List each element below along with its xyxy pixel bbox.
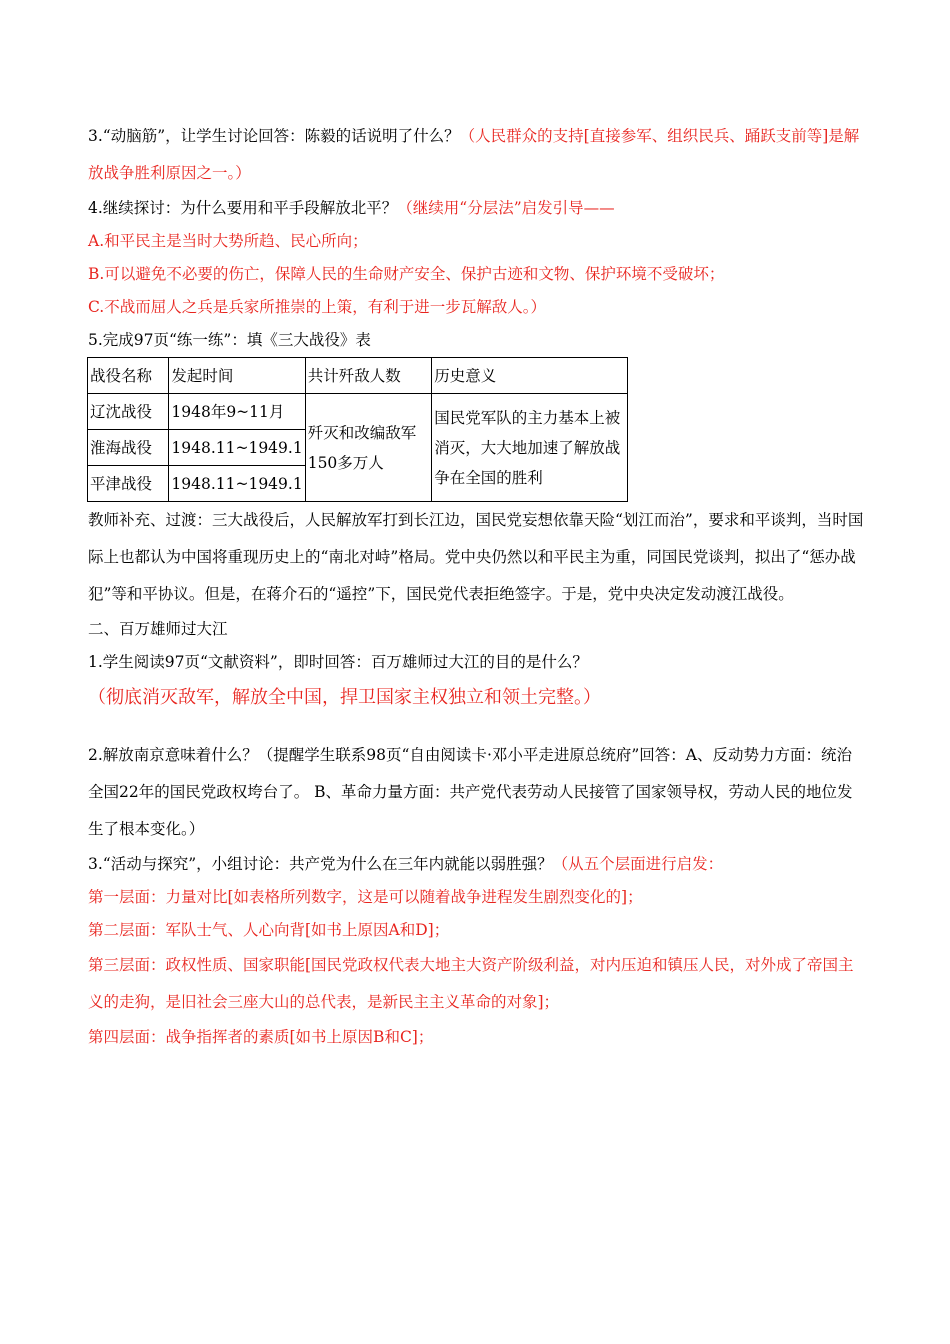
answer-text: （从五个层面进行启发： [552,855,724,873]
question-5-paragraph: 5.完成97页“练一练”：填《三大战役》表 [88,331,371,349]
table-header-row [88,358,628,394]
document-page [88,118,866,1054]
answer-text: （继续用“分层法”启发引导—— [397,199,615,217]
table-header-cell: 战役名称 [88,358,169,394]
question-3-paragraph [88,118,866,192]
battle-time-cell: 1948.11~1949.1 [169,466,305,502]
table-header-cell: 共计歼敌人数 [305,358,432,394]
battle-name-cell: 平津战役 [88,466,169,502]
section-2-heading: 二、百万雄师过大江 [88,620,228,638]
battle-name-cell: 辽沈战役 [88,394,169,430]
battle-name-cell: 淮海战役 [88,430,169,466]
level-4-line: 第四层面：战争指挥者的素质[如书上原因B和C]； [88,1028,434,1046]
level-3-line: 第三层面：政权性质、国家职能[国民党政权代表大地主大资产阶级利益，对内压迫和镇压人民，对外成了帝国主义的走狗，是旧社会三座大山的总代表，是新民主主义革命的对象]； [88,956,854,1011]
question-4-paragraph [88,192,866,225]
answer-text: （人民群众的支持[直接参军、组织民兵、踊跃支前等]是解放战争胜利原因之一。） [88,127,860,182]
table-header-cell: 发起时间 [169,358,305,394]
total-enemy-cell: 歼灭和改编敌军150多万人 [305,394,432,502]
section-2-question-3 [88,848,866,881]
level-1-line: 第一层面：力量对比[如表格所列数字，这是可以随着战争进程发生剧烈变化的]； [88,888,643,906]
question-text: 3.“动脑筋”，让学生讨论回答：陈毅的话说明了什么？ [88,127,460,145]
teacher-transition-paragraph: 教师补充、过渡：三大战役后，人民解放军打到长江边，国民党妄想依靠天险“划江而治”，要求和平谈判，当时国际上也都认为中国将重现历史上的“南北对峙”格局。党中央仍然以和平民主为重，同国民党谈判，拟出了“惩办战犯”等和平协议。但是，在蒋介石的“遥控”下，国民党代表拒绝签字。于是，党中央决定发动渡江战役。 [88,511,864,603]
answer-line-b: B.可以避免不必要的伤亡，保障人民的生命财产安全、保护古迹和文物、保护环境不受破坏； [88,265,725,283]
three-battles-table [87,357,628,502]
battle-time-cell: 1948年9~11月 [169,394,305,430]
answer-line-a: A.和平民主是当时大势所趋、民心所向； [88,232,368,250]
table-row [88,394,628,430]
table-header-cell: 历史意义 [432,358,628,394]
significance-cell: 国民党军队的主力基本上被消灭，大大地加速了解放战争在全国的胜利 [432,394,628,502]
question-text: 3.“活动与探究”，小组讨论：共产党为什么在三年内就能以弱胜强？ [88,855,553,873]
answer-line-c: C.不战而屈人之兵是兵家所推崇的上策，有利于进一步瓦解敌人。） [88,298,546,316]
section-2-question-2: 2.解放南京意味着什么？（提醒学生联系98页“自由阅读卡·邓小平走进原总统府”回答：A、反动势力方面：统治全国22年的国民党政权垮台了。 B、革命力量方面：共产党代表劳动人民接管了国家领导权，劳动人民的地位发生了根本变化。） [88,746,853,838]
battle-time-cell: 1948.11~1949.1 [169,430,305,466]
question-text: 4.继续探讨：为什么要用和平手段解放北平？ [88,199,398,217]
answer-big-text: （彻底消灭敌军，解放全中国，捍卫国家主权独立和领土完整。） [88,687,601,708]
section-2-question-1: 1.学生阅读97页“文献资料”，即时回答：百万雄师过大江的目的是什么？ [88,653,588,671]
spacer [88,717,866,737]
level-2-line: 第二层面：军队士气、人心向背[如书上原因A和D]； [88,921,450,939]
